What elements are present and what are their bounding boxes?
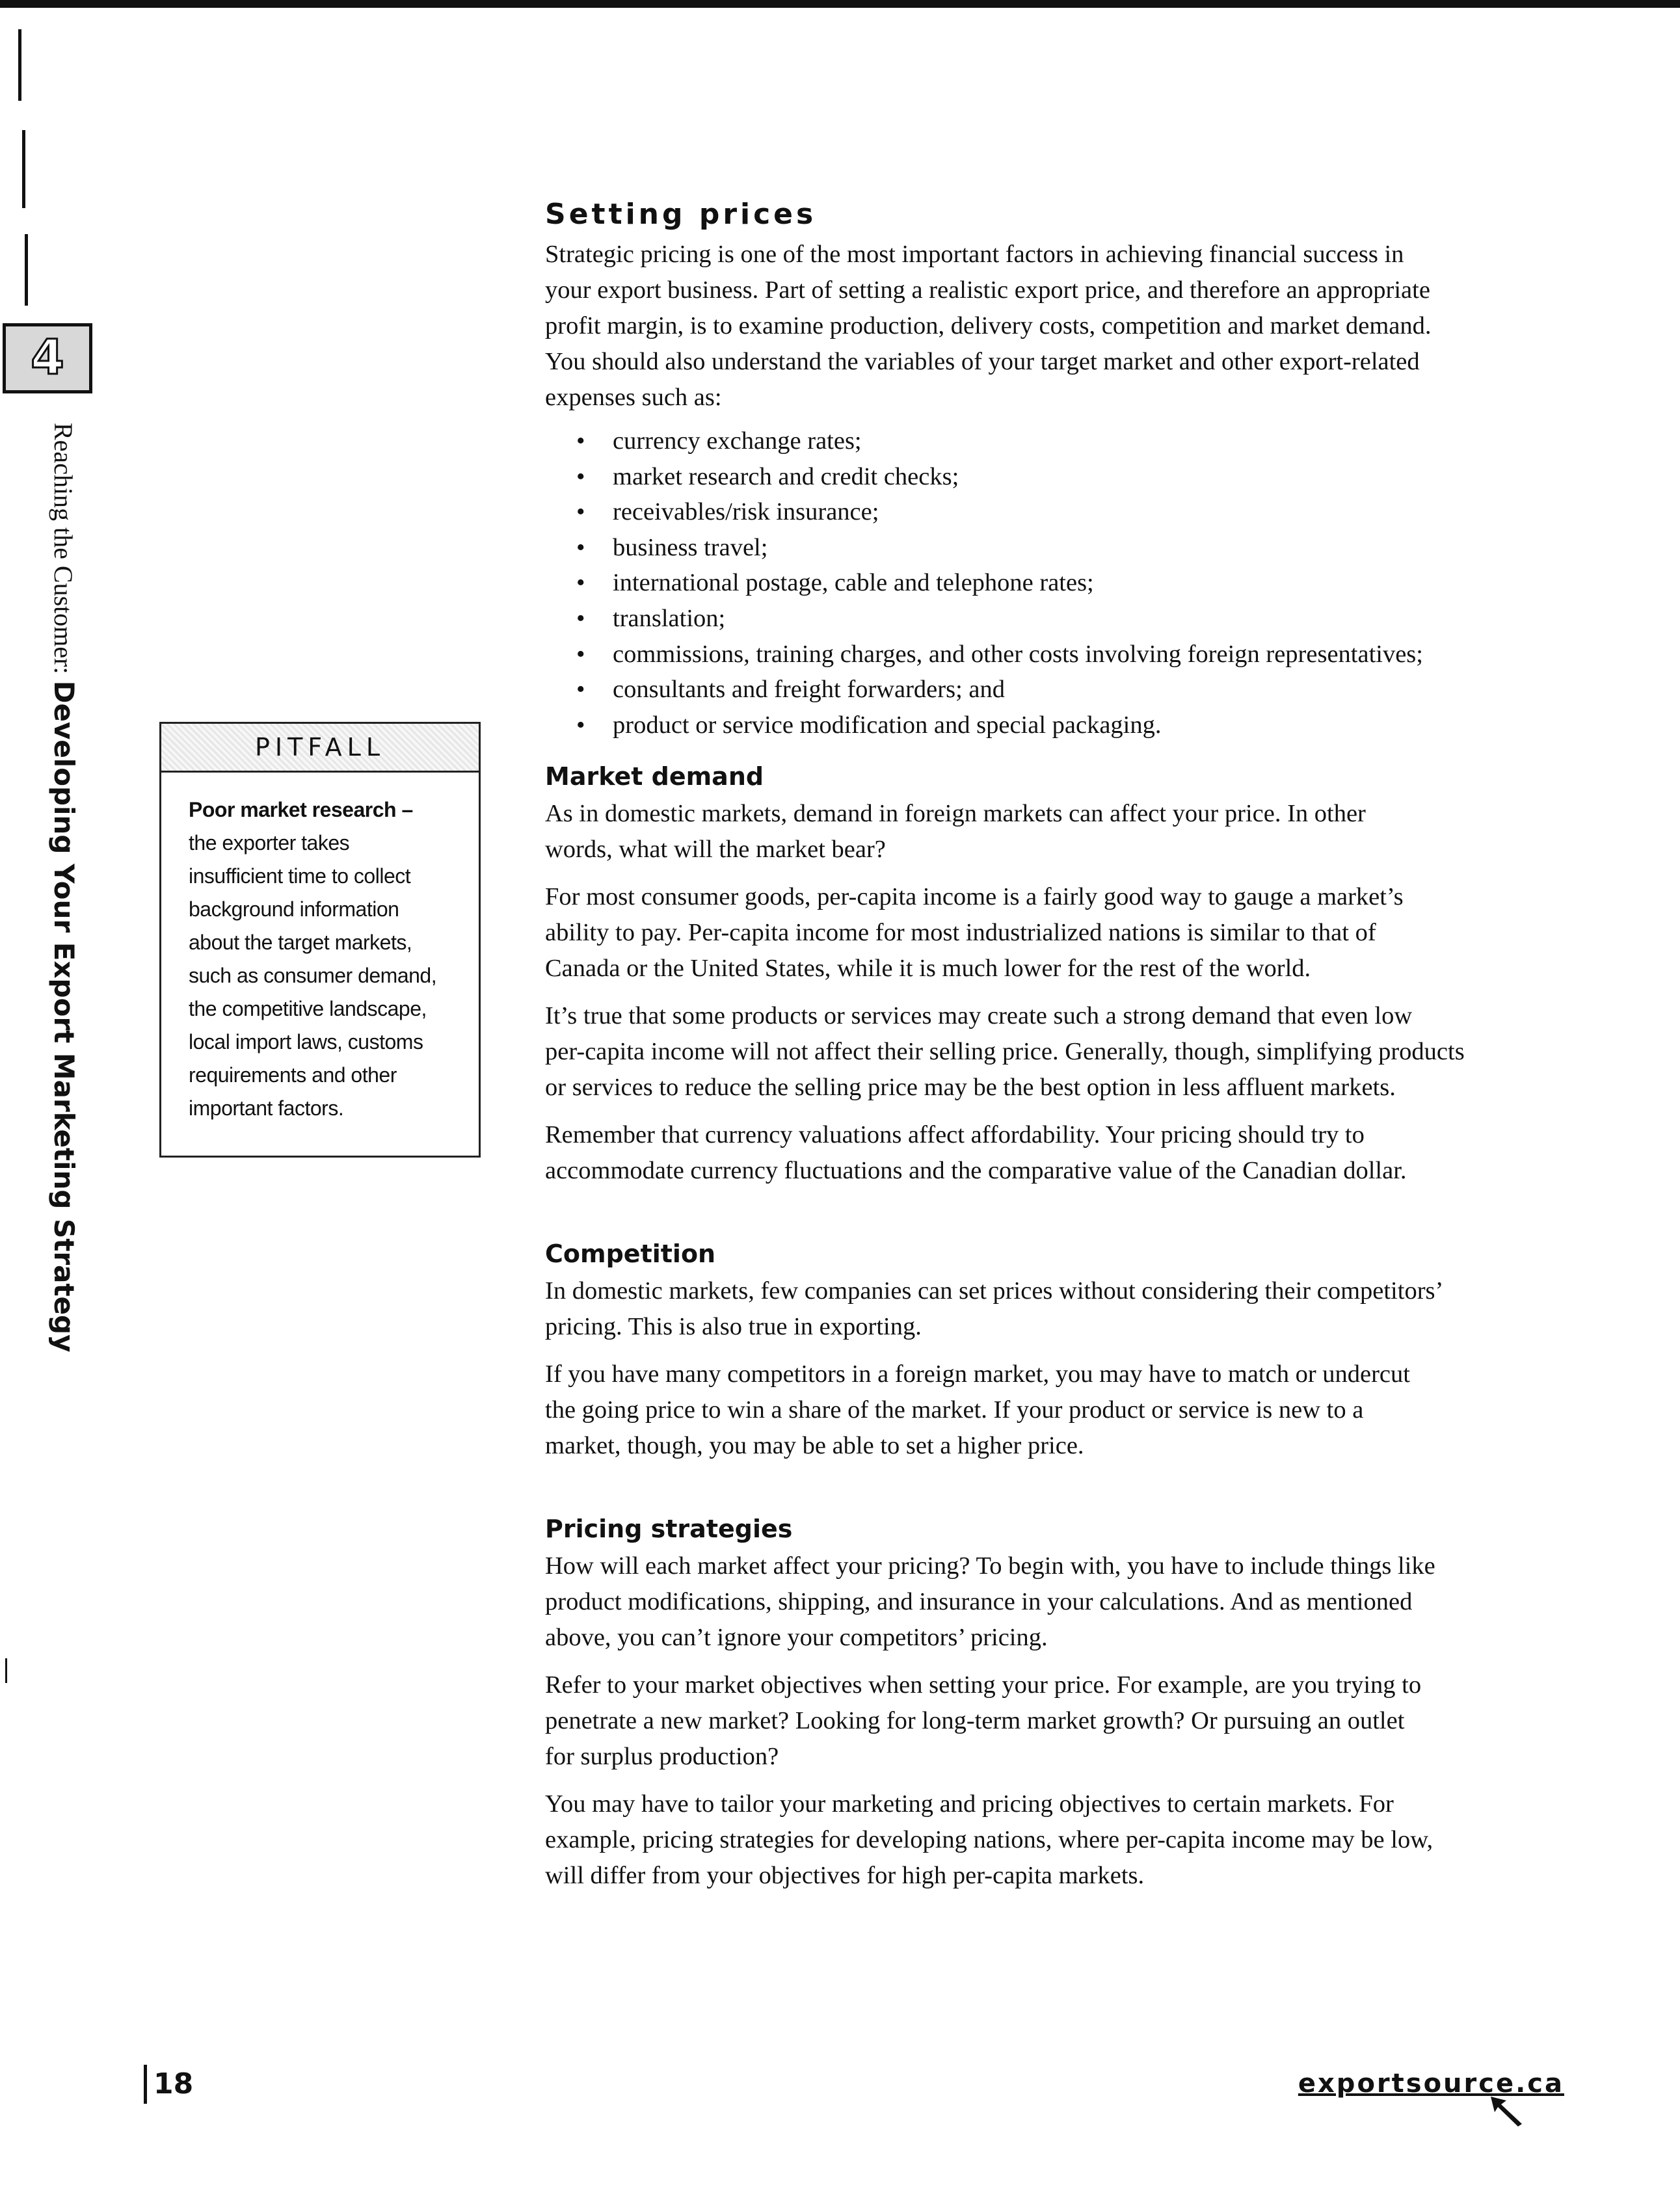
cursor-arrow-icon <box>1489 2095 1528 2128</box>
section <box>545 1234 1566 1464</box>
text-line: requirements and other <box>189 1063 397 1087</box>
text-line: example, pricing strategies for developing nations, where per-capita income may be low, <box>545 1826 1433 1854</box>
paragraph <box>545 879 1566 987</box>
paragraph <box>545 1548 1566 1656</box>
margin-bar <box>5 1658 7 1683</box>
text-line: per-capita income will not affect their selling price. Generally, though, simplifying products <box>545 1038 1465 1066</box>
section <box>545 757 1566 1189</box>
list-item: • business travel; <box>545 530 1566 566</box>
margin-bar <box>18 29 21 101</box>
text-line: If you have many competitors in a foreign market, you may have to match or undercut <box>545 1360 1410 1388</box>
intro-paragraph <box>545 237 1566 416</box>
text-line: or services to reduce the selling price may be the best option in less affluent markets. <box>545 1074 1396 1102</box>
text-line: about the target markets, <box>189 931 412 954</box>
main-content <box>545 192 1566 1894</box>
list-item: • consultants and freight forwarders; and <box>545 672 1566 708</box>
pitfall-box <box>159 722 481 1158</box>
text-line: ability to pay. Per-capita income for most industrialized nations is similar to that of <box>545 919 1376 947</box>
text-line: How will each market affect your pricing? To begin with, you have to include things like <box>545 1552 1435 1580</box>
text-line: In domestic markets, few companies can set prices without considering their competitors’ <box>545 1277 1444 1305</box>
text-line: Strategic pricing is one of the most important factors in achieving financial success in <box>545 241 1404 268</box>
expense-list <box>545 423 1566 743</box>
text-line: product modifications, shipping, and insurance in your calculations. And as mentioned <box>545 1588 1413 1616</box>
text-line: It’s true that some products or services may create such a strong demand that even low <box>545 1002 1413 1030</box>
text-line: words, what will the market bear? <box>545 836 886 864</box>
text-line: the competitive landscape, <box>189 997 427 1020</box>
chapter-tab: 4 <box>3 323 92 393</box>
section-heading: Market demand <box>545 762 764 791</box>
text-line: the going price to win a share of the market. If your product or service is new to a <box>545 1396 1364 1424</box>
page-title: Setting prices <box>545 198 817 231</box>
text-line: You may have to tailor your marketing and pricing objectives to certain markets. For <box>545 1790 1394 1818</box>
page-number: 18 <box>144 2065 193 2104</box>
sidebar-prefix: Reaching the Customer: <box>49 423 78 681</box>
list-item: • commissions, training charges, and other costs involving foreign representatives; <box>545 637 1566 672</box>
paragraph <box>545 796 1566 868</box>
text-line: Canada or the United States, while it is much lower for the rest of the world. <box>545 955 1311 983</box>
text-line: For most consumer goods, per-capita income is a fairly good way to gauge a market’s <box>545 883 1404 911</box>
text-line: insufficient time to collect <box>189 864 411 888</box>
paragraph <box>545 1117 1566 1189</box>
pitfall-header <box>161 724 479 773</box>
text-line: above, you can’t ignore your competitors’ pricing. <box>545 1624 1048 1652</box>
text-line: such as consumer demand, <box>189 964 437 987</box>
paragraph <box>545 1357 1566 1464</box>
paragraph <box>545 1667 1566 1775</box>
list-item: • market research and credit checks; <box>545 459 1566 495</box>
paragraph <box>545 1273 1566 1345</box>
website-link[interactable]: exportsource.ca <box>1298 2069 1564 2099</box>
text-line: for surplus production? <box>545 1743 779 1771</box>
text-line: As in domestic markets, demand in foreign markets can affect your price. In other <box>545 800 1366 828</box>
text-line: expenses such as: <box>545 384 722 411</box>
sidebar-chapter-title <box>48 423 80 1353</box>
text-line: background information <box>189 897 399 921</box>
pitfall-heading: PITFALL <box>254 733 386 762</box>
text-line: Refer to your market objectives when setting your price. For example, are you trying to <box>545 1671 1422 1699</box>
list-item: • international postage, cable and telephone rates; <box>545 565 1566 601</box>
list-item: • product or service modification and special packaging. <box>545 708 1566 743</box>
pitfall-body <box>161 773 479 1125</box>
text-line: the exporter takes <box>189 831 350 855</box>
text-line: will differ from your objectives for high per-capita markets. <box>545 1862 1145 1890</box>
list-item: • translation; <box>545 601 1566 637</box>
top-border <box>0 0 1680 8</box>
list-item: • currency exchange rates; <box>545 423 1566 459</box>
text-line: local import laws, customs <box>189 1030 423 1054</box>
pitfall-lead: Poor market research – <box>189 798 413 821</box>
text-line: profit margin, is to examine production, delivery costs, competition and market demand. <box>545 312 1432 339</box>
text-line: penetrate a new market? Looking for long-term market growth? Or pursuing an outlet <box>545 1707 1405 1735</box>
section-heading: Pricing strategies <box>545 1515 793 1544</box>
paragraph <box>545 998 1566 1106</box>
text-line: Remember that currency valuations affect affordability. Your pricing should try to <box>545 1121 1365 1149</box>
text-line: important factors. <box>189 1096 344 1120</box>
margin-bar <box>25 234 28 306</box>
text-line: accommodate currency fluctuations and the comparative value of the Canadian dollar. <box>545 1157 1407 1185</box>
paragraph <box>545 1786 1566 1894</box>
list-item: • receivables/risk insurance; <box>545 494 1566 530</box>
text-line: your export business. Part of setting a realistic export price, and therefore an appropriate <box>545 276 1430 304</box>
text-line: market, though, you may be able to set a higher price. <box>545 1432 1084 1460</box>
text-line: pricing. This is also true in exporting. <box>545 1313 922 1341</box>
text-line: You should also understand the variables of your target market and other export-related <box>545 348 1420 375</box>
sidebar-title: Developing Your Export Marketing Strategy <box>48 680 80 1353</box>
margin-bar <box>22 130 25 208</box>
section <box>545 1509 1566 1894</box>
section-heading: Competition <box>545 1239 716 1269</box>
